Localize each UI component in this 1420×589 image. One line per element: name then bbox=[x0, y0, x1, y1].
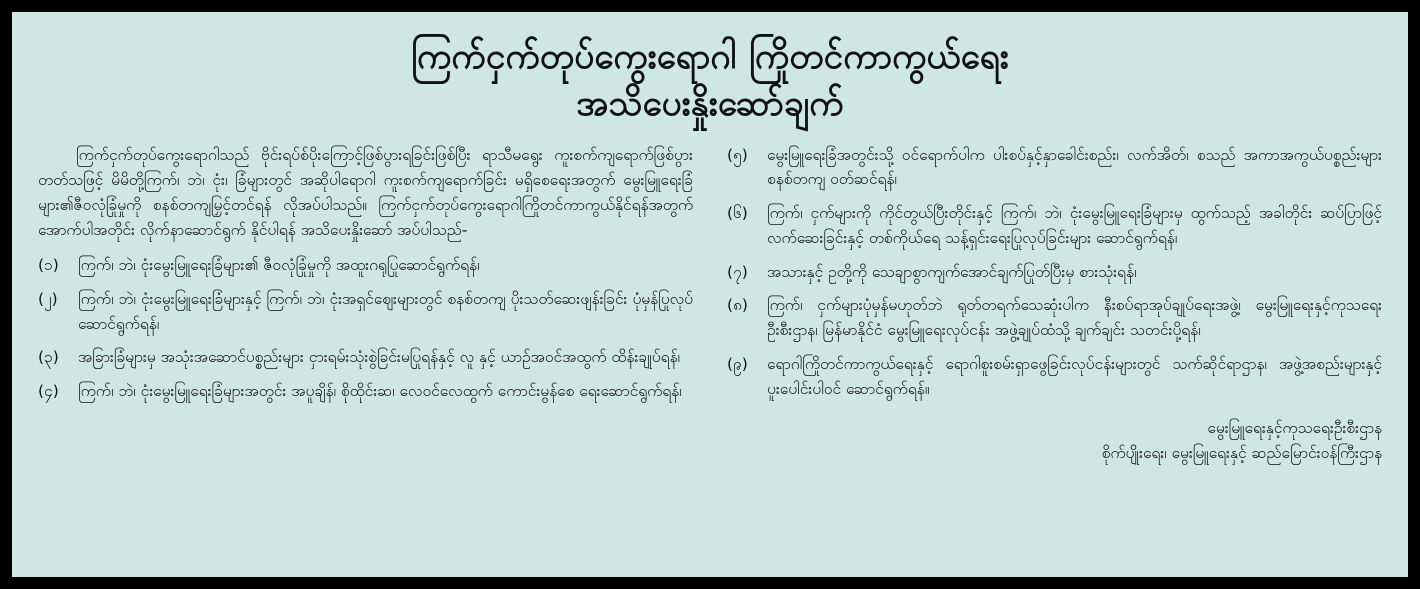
list-item-text: ကြက်၊ ငှက်များကို ကိုင်တွယ်ပြီးတိုင်းနှင့် ကြက်၊ ဘဲ၊ ငုံးမွေးမြူရေးခြံများမှ ထွက်သည့် အခါတိုင်း ဆပ်ပြာဖြင့် လက်ဆေးခြင်းနှင့် တစ်ကိုယ်ရေ သန့်ရှင်းရေးပြုလုပ်ခြင်းများ ဆောင်ရွက်ရန်၊ bbox=[767, 204, 1382, 247]
signature-block bbox=[727, 416, 1382, 467]
list-item-text: မွေးမြူရေးခြံအတွင်းသို့ ဝင်ရောက်ပါက ပါးစပ်နှင့်နှာခေါင်းစည်း၊ လက်အိတ်၊ စသည် အကာအကွယ်ပစ္စည်းများ စနစ်တကျ ဝတ်ဆင်ရန်၊ bbox=[767, 145, 1382, 189]
title-line-2: အသိပေးနှိုးဆော်ချက် bbox=[576, 84, 844, 125]
list-item bbox=[727, 260, 1382, 285]
list-item bbox=[38, 253, 693, 278]
list-item-text: အသားနှင့် ဥတို့ကို သေချာစွာကျက်အောင်ချက်ပြုတ်ပြီးမှ စားသုံးရန်၊ bbox=[767, 262, 1137, 281]
guideline-list-left bbox=[38, 253, 693, 404]
list-item bbox=[38, 379, 693, 404]
list-item-number: (၂) bbox=[38, 289, 58, 308]
page-title bbox=[38, 34, 1382, 129]
list-item bbox=[727, 201, 1382, 251]
list-item-text: ကြက်၊ ဘဲ၊ ငုံးမွေးမြူရေးခြံများအတွင်း အပူချိန်၊ စိုထိုင်းဆ၊ လေဝင်လေထွက် ကောင်းမွန်စေ ရေးဆောင်ရွက်ရန်၊ bbox=[78, 382, 682, 401]
list-item bbox=[38, 287, 693, 337]
list-item-text: ကြက်၊ ဘဲ၊ ငုံးမွေးမြူရေးခြံများနှင့် ကြက်၊ ဘဲ၊ ငုံးအရှင်ဈေးများတွင် စနစ်တကျ ပိုးသတ်ဆေးဖျန်းခြင်း ပုံမှန်ပြုလုပ်ဆောင်ရွက်ရန်၊ bbox=[78, 289, 693, 333]
list-item-number: (၃) bbox=[38, 348, 59, 367]
list-item bbox=[727, 352, 1382, 402]
list-item-text: အခြားခြံများမှ အသုံးအဆောင်ပစ္စည်းများ ငှားရမ်းသုံးစွဲခြင်းမပြုရန်နှင့် လူ နှင့် ယာဉ်အဝင်အထွက် ထိန်းချုပ်ရန်၊ bbox=[78, 348, 680, 367]
list-item-number: (၈) bbox=[727, 296, 748, 315]
poster-body bbox=[12, 12, 1408, 577]
guideline-list-right bbox=[727, 143, 1382, 402]
list-item bbox=[727, 293, 1382, 343]
signature-ministry: စိုက်ပျိုးရေး၊ မွေးမြူရေးနှင့် ဆည်မြောင်းဝန်ကြီးဌာန bbox=[1101, 444, 1382, 463]
list-item-text: ကြက်၊ ငှက်များပုံမှန်မဟုတ်ဘဲ ရုတ်တရက်သေဆုံးပါက နီးစပ်ရာအုပ်ချုပ်ရေးအဖွဲ့၊ မွေးမြူရေးနှင့်ကုသရေးဦးစီးဌာန၊ မြန်မာနိုင်ငံ မွေးမြူရေးလုပ်ငန်း အဖွဲ့ချုပ်ထံသို့ ချက်ချင်း သတင်းပို့ရန်၊ bbox=[767, 296, 1382, 340]
list-item-text: ရောဂါကြိုတင်ကာကွယ်ရေးနှင့် ရောဂါစူးစမ်းရှာဖွေခြင်းလုပ်ငန်းများတွင် သက်ဆိုင်ရာဌာန၊ အဖွဲ့အစည်းများနှင့် ပူးပေါင်းပါဝင် ဆောင်ရွက်ရန်။ bbox=[767, 355, 1382, 398]
list-item-text: ကြက်၊ ဘဲ၊ ငုံးမွေးမြူရေးခြံများ၏ ဇီဝလုံခြုံမှုကို အထူးဂရုပြုဆောင်ရွက်ရန်၊ bbox=[78, 255, 480, 274]
list-item-number: (၄) bbox=[38, 382, 59, 401]
title-line-1: ကြက်ငှက်တုပ်ကွေးရောဂါ ကြိုတင်ကာကွယ်ရေး bbox=[411, 37, 1009, 77]
list-item-number: (၁) bbox=[38, 255, 59, 274]
content-columns bbox=[38, 143, 1382, 467]
list-item bbox=[38, 345, 693, 370]
list-item-number: (၇) bbox=[727, 262, 748, 281]
list-item-number: (၅) bbox=[727, 145, 748, 164]
right-column bbox=[727, 143, 1382, 467]
left-column bbox=[38, 143, 693, 413]
list-item bbox=[727, 143, 1382, 193]
intro-paragraph: ကြက်ငှက်တုပ်ကွေးရောဂါသည် ဗိုင်းရပ်စ်ပိုးကြောင့်ဖြစ်ပွားရခြင်းဖြစ်ပြီး ရာသီမရွေး ကူးစက်ကျရောက်ဖြစ်ပွားတတ်သဖြင့် မိမိတို့ကြက်၊ ဘဲ၊ ငုံး၊ ခြံများတွင် အဆိုပါရောဂါ ကူးစက်ကျရောက်ခြင်း မရှိစေရေးအတွက် မွေးမြူရေးခြံများ၏ဇီဝလုံခြုံမှုကို စနစ်တကျမြှင့်တင်ရန် လိုအပ်ပါသည်။ ကြက်ငှက်တုပ်ကွေးရောဂါကြိုတင်ကာကွယ်နိုင်ရန်အတွက် အောက်ပါအတိုင်း လိုက်နာဆောင်ရွက် နိုင်ပါရန် အသိပေးနှိုးဆော် အပ်ပါသည်- bbox=[38, 145, 693, 239]
list-item-number: (၆) bbox=[727, 204, 748, 223]
signature-department: မွေးမြူရေးနှင့်ကုသရေးဦးစီးဌာန bbox=[1207, 418, 1382, 437]
list-item-number: (၉) bbox=[727, 355, 748, 374]
